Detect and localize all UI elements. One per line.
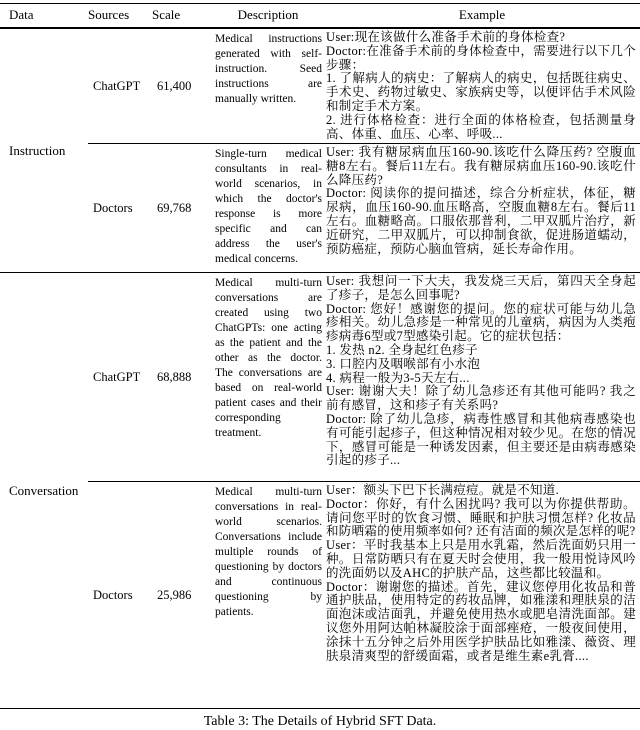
table-row bbox=[0, 144, 640, 273]
description-cell: Medical multi-turn conversations in real-world scenarios. Conversations include multiple rounds of questioning by doctors and continuous questioning by patients. bbox=[212, 482, 324, 709]
example-paragraph: User: 我有糖尿病血压160-90.该吃什么降压药? 空腹血糖8左右。餐后11左右。我有糖尿病血压160-90.该吃什么降压药? bbox=[326, 145, 636, 187]
example-paragraph: Doctor: 阅读你的提问描述，综合分析症状，体征，糖尿病，血压160-90.血压略高，空腹血糖8左右。餐后11左右。血糖略高。口服依那普利，二甲双胍片治疗，新近研究，二甲双胍片，可以抑制食欲，促进肠道蠕动，预防癌症，预防心脑血管病，延长寿命作用。 bbox=[326, 186, 636, 256]
description-cell: Medical multi-turn conversations are created using two ChatGPTs: one acting as the patient and the other as the doctor. The conversations are based on real-world patient cases and their corresponding treatment. bbox=[212, 273, 324, 482]
description-cell: Single-turn medical consultants in real-world scenarios, in which the doctor's response is more specific and can address the user's medical concerns. bbox=[212, 144, 324, 273]
example-paragraph: User：平时我基本上只是用水乳霜，然后洗面奶只用一种。日常防晒只有在夏天时会使用，我一般用悦诗风吟的洗面奶以及AHC的护肤产品，这些都比较温和。 bbox=[326, 538, 636, 580]
scale-cell: 69,768 bbox=[152, 144, 212, 273]
example-paragraph: User:现在该做什么准备手术前的身体检查? bbox=[326, 30, 566, 44]
column-header-data: Data bbox=[0, 4, 88, 29]
example-paragraph: User：额头下巴下长满痘痘。就是不知道. bbox=[326, 483, 560, 497]
example-paragraph: Doctor：谢谢您的描述。首先，建议您停用化妆品和普通护肤品，使用特定的药妆品牌，如雅漾和理肤泉的洁面泡沫或洁面乳，并避免使用热水或肥皂清洗面部。建议您外用阿达帕林凝胶涂于面部痤疮，一般夜间使用，涂抹十五分钟之后外用医学护肤品比如雅漾、薇资、理肤泉清爽型的舒缓面霜，或者是维生素e乳膏.... bbox=[326, 579, 636, 663]
example-paragraph: Doctor: 您好！感谢您的提问。您的症状可能与幼儿急疹相关。幼儿急疹是一种常见的儿童病，病因为人类疱疹病毒6型或7型感染引起。它的症状包括： bbox=[326, 301, 636, 344]
example-cell bbox=[324, 273, 640, 482]
example-paragraph: 1. 发热 n2. 全身起红色疹子 bbox=[326, 342, 478, 357]
example-paragraph: User: 谢谢大夫！除了幼儿急疹还有其他可能吗? 我之前有感冒，这和疹子有关系吗? bbox=[326, 384, 636, 413]
example-cell bbox=[324, 28, 640, 144]
example-paragraph: Doctor：你好，有什么困扰吗? 我可以为你提供帮助。请问您平时的饮食习惯、睡眠和护肤习惯怎样? 化妆品和防晒霜的使用频率如何? 还有洁面的频次是怎样的呢? bbox=[326, 496, 636, 539]
hybrid-sft-data-table bbox=[0, 3, 640, 709]
example-paragraph: 1. 了解病人的病史：了解病人的病史，包括既往病史、手术史、药物过敏史、家族病史等，以便评估手术风险和制定手术方案。 bbox=[326, 71, 636, 113]
source-cell: ChatGPT bbox=[88, 273, 152, 482]
description-cell: Medical instructions generated with self-instruction. Seed instructions are manually written. bbox=[215, 33, 322, 105]
example-cell bbox=[324, 482, 640, 709]
example-cell bbox=[324, 144, 640, 273]
data-category-conversation: Conversation bbox=[0, 273, 88, 709]
column-header-sources: Sources bbox=[88, 4, 152, 29]
example-paragraph: Doctor: 除了幼儿急疹，病毒性感冒和其他病毒感染也有可能引起疹子，但这种情况相对较少见。在您的情况下，感冒可能是一种诱发因素，但主要还是由病毒感染引起的疹子... bbox=[326, 411, 636, 468]
source-cell: ChatGPT bbox=[93, 78, 141, 93]
example-paragraph: 2. 进行体格检查：进行全面的体格检查，包括测量身高、体重、血压、心率、呼吸... bbox=[326, 112, 636, 141]
example-paragraph: Doctor:在准备手术前的身体检查中，需要进行以下几个步骤： bbox=[326, 43, 636, 72]
table-row bbox=[0, 273, 640, 482]
table-caption: Table 3: The Details of Hybrid SFT Data. bbox=[203, 714, 437, 729]
example-paragraph: 4. 病程一般为3-5天左右... bbox=[326, 370, 470, 385]
scale-cell: 25,986 bbox=[152, 482, 212, 709]
column-header-description: Description bbox=[212, 4, 324, 29]
scale-cell: 61,400 bbox=[157, 78, 192, 93]
scale-cell: 68,888 bbox=[152, 273, 212, 482]
table-row bbox=[0, 482, 640, 709]
column-header-example: Example bbox=[324, 4, 640, 29]
column-header-scale: Scale bbox=[152, 4, 212, 29]
example-paragraph: 3. 口腔内及咽喉部有小水泡 bbox=[326, 356, 481, 371]
table-row bbox=[0, 28, 640, 144]
source-cell: Doctors bbox=[88, 482, 152, 709]
data-category-instruction: Instruction bbox=[9, 142, 66, 158]
example-paragraph: User: 我想问一下大夫，我发烧三天后，第四天全身起了疹子，是怎么回事呢? bbox=[326, 274, 636, 302]
table-header-row bbox=[0, 4, 640, 29]
source-cell: Doctors bbox=[88, 144, 152, 273]
